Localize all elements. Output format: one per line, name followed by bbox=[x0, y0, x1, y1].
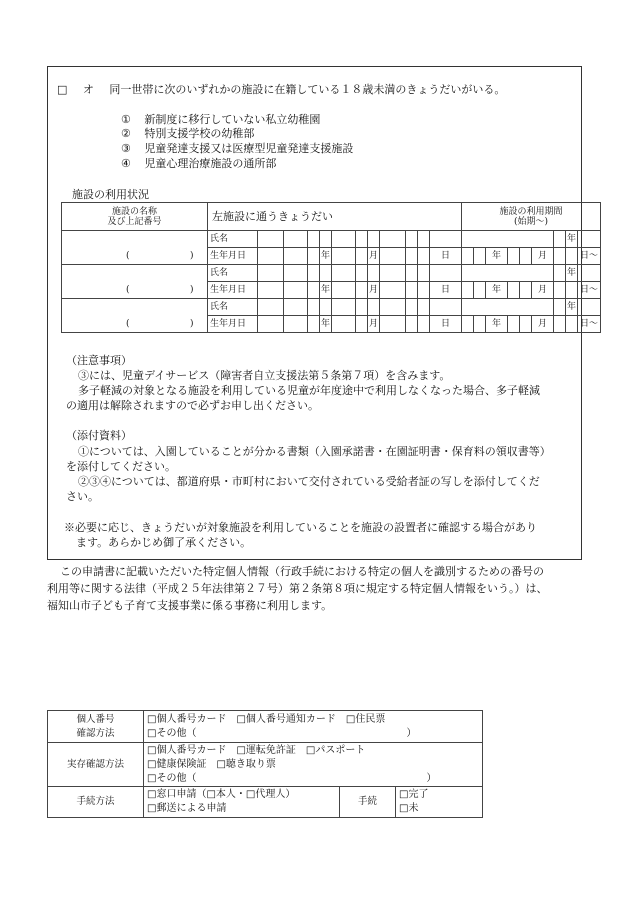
remark-line-1: ※必要に応じ、きょうだいが対象施設を利用していることを施設の設置者に確認する場合があり bbox=[64, 521, 537, 534]
facility-number-cell[interactable]: ( ) bbox=[62, 316, 208, 333]
usage-caption: 施設の利用状況 bbox=[72, 188, 149, 201]
attachments-line-4: さい。 bbox=[66, 490, 99, 503]
birth-label: 生年月日 bbox=[208, 316, 258, 333]
facility-item-4 bbox=[121, 157, 276, 170]
facility-number-cell[interactable]: ( ) bbox=[62, 282, 208, 299]
attachments-line-3: ②③④については、都道府県・市町村において交付されている受給者証の写しを添付してくだ bbox=[78, 475, 540, 488]
identity-confirm-options[interactable]: □個人番号カード □運転免許証 □パスポート □健康保険証 □聴き取り票 □その他（ ） bbox=[144, 743, 483, 787]
table-row bbox=[48, 743, 483, 787]
name-label: 氏名 bbox=[208, 231, 258, 248]
facility-name-cell[interactable] bbox=[62, 265, 208, 282]
identity-confirm-label: 実存確認方法 bbox=[48, 743, 144, 787]
table-row: ( ) 生年月日 年 月 日 年 月 日～ bbox=[62, 282, 601, 299]
facility-number-cell[interactable]: ( ) bbox=[62, 248, 208, 265]
header-checkbox[interactable]: □ bbox=[57, 83, 68, 96]
privacy-line-1: この申請書に記載いただいた特定個人情報（行政手続における特定の個人を識別するための番号の bbox=[60, 565, 544, 578]
col-period-header: 施設の利用期間 (始期～) bbox=[462, 203, 601, 231]
attachments-title: （添付資料） bbox=[66, 429, 132, 442]
facility-item-3 bbox=[121, 142, 353, 155]
privacy-line-2: 利用等に関する法律（平成２５年法律第２７号）第２条第８項に規定する特定個人情報をいう。）は、 bbox=[47, 582, 548, 595]
number-confirm-label: 個人番号 確認方法 bbox=[48, 711, 144, 743]
notes-line-2: 多子軽減の対象となる施設を利用している児童が年度途中で利用しなくなった場合、多子軽減 bbox=[78, 384, 540, 397]
header-line bbox=[57, 83, 505, 96]
table-row: ( ) 生年月日 年 月 日 年 月 日～ bbox=[62, 316, 601, 333]
attachments-line-2: を添付してください。 bbox=[66, 460, 176, 473]
table-row: 氏名 年 bbox=[62, 265, 601, 282]
facility-item-number: ③ bbox=[121, 142, 131, 155]
table-row: ( ) 生年月日 年 月 日 年 月 日～ bbox=[62, 248, 601, 265]
procedure-status-options[interactable]: □完了 □未 bbox=[396, 787, 483, 818]
facility-name-cell[interactable] bbox=[62, 231, 208, 248]
facility-item-text: 新制度に移行していない私立幼稚園 bbox=[144, 113, 321, 126]
privacy-line-3: 福知山市子ども子育て支援事業に係る事務に利用します。 bbox=[47, 599, 333, 612]
facility-item-1 bbox=[121, 113, 320, 126]
facility-item-number: ② bbox=[121, 127, 131, 140]
table-row bbox=[48, 787, 483, 818]
table-row: 氏名 年 bbox=[62, 231, 601, 248]
facility-item-2 bbox=[121, 127, 254, 140]
col-sibling-header: 左施設に通うきょうだい bbox=[208, 203, 462, 231]
facility-usage-table bbox=[61, 202, 601, 333]
procedure-method-label: 手続方法 bbox=[48, 787, 144, 818]
procedure-status-label: 手続 bbox=[340, 787, 396, 818]
facility-item-number: ① bbox=[121, 113, 131, 126]
name-label: 氏名 bbox=[208, 265, 258, 282]
notes-line-3: の適用は解除されますので必ずお申し出ください。 bbox=[66, 399, 319, 412]
notes-line-1: ③には、児童デイサービス（障害者自立支援法第５条第７項）を含みます。 bbox=[78, 369, 451, 382]
table-row bbox=[48, 711, 483, 743]
col-facility-name-header: 施設の名称 及び上記番号 bbox=[62, 203, 208, 231]
birth-label: 生年月日 bbox=[208, 282, 258, 299]
procedure-method-options[interactable]: □窓口申請（□本人・□代理人） □郵送による申請 bbox=[144, 787, 340, 818]
facility-item-text: 特別支援学校の幼稚部 bbox=[144, 127, 255, 140]
birth-label: 生年月日 bbox=[208, 248, 258, 265]
name-label: 氏名 bbox=[208, 299, 258, 316]
header-text: 同一世帯に次のいずれかの施設に在籍している１８歳未満のきょうだいがいる。 bbox=[109, 83, 506, 96]
header-marker: オ bbox=[82, 83, 94, 96]
remark-line-2: ます。あらかじめ御了承ください。 bbox=[76, 536, 252, 549]
table-row: 氏名 年 bbox=[62, 299, 601, 316]
identity-confirmation-table bbox=[47, 710, 483, 818]
number-confirm-options[interactable]: □個人番号カード □個人番号通知カード □住民票 □その他（ ） bbox=[144, 711, 483, 743]
facility-item-text: 児童心理治療施設の通所部 bbox=[144, 157, 277, 170]
facility-item-number: ④ bbox=[121, 157, 131, 170]
attachments-line-1: ①については、入園していることが分かる書類（入園承諾書・在園証明書・保育料の領収書等） bbox=[78, 445, 551, 458]
facility-item-text: 児童発達支援又は医療型児童発達支援施設 bbox=[144, 142, 354, 155]
notes-title: （注意事項） bbox=[66, 354, 132, 367]
facility-name-cell[interactable] bbox=[62, 299, 208, 316]
